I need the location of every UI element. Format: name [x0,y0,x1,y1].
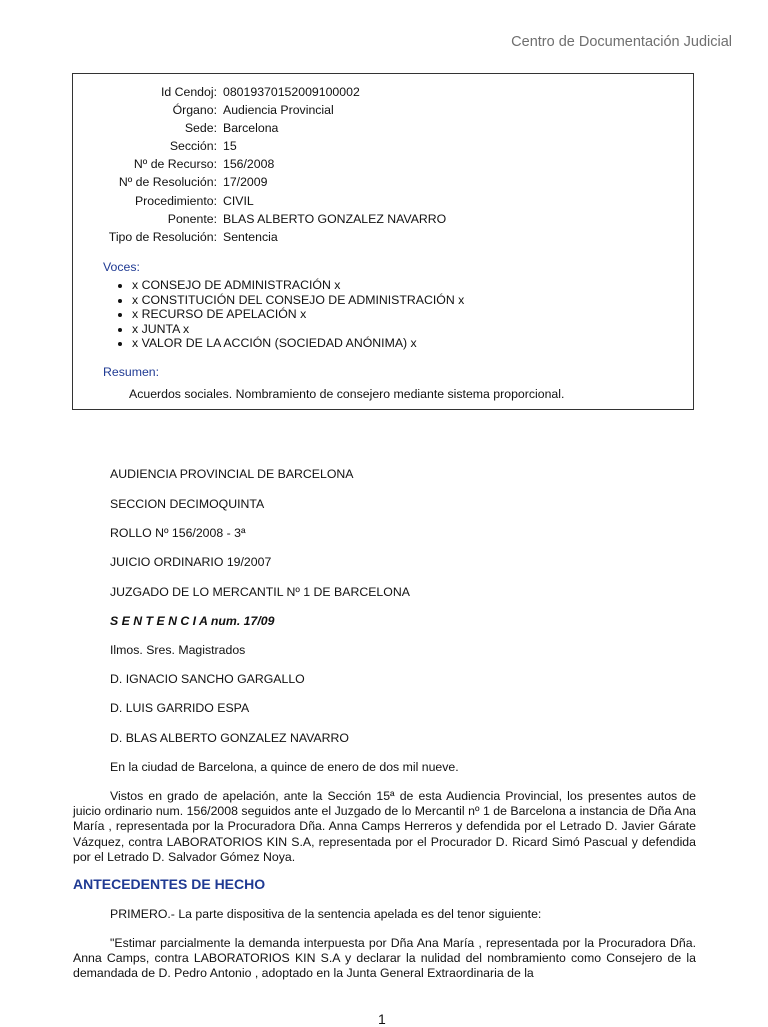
court-section: SECCION DECIMOQUINTA [110,497,265,511]
metadata-value: Sentencia [223,229,278,244]
metadata-value: CIVIL [223,193,254,208]
metadata-value: Audiencia Provincial [223,103,334,118]
metadata-row-recurso [73,155,446,173]
juicio-number: JUICIO ORDINARIO 19/2007 [110,555,272,569]
metadata-label: Nº de Recurso: [133,157,217,172]
metadata-row-resolucion [73,173,446,191]
voces-item[interactable]: • x CONSTITUCIÓN DEL CONSEJO DE ADMINISTRACIÓN x [132,293,464,308]
metadata-label: Ponente: [167,211,217,226]
metadata-label: Procedimiento: [134,193,217,208]
metadata-row-tipo-resolucion [73,228,446,246]
primero-paragraph: PRIMERO.- La parte dispositiva de la sentencia apelada es del tenor siguiente: [110,907,542,921]
metadata-row-id-cendoj [73,83,446,101]
metadata-row-seccion [73,137,446,155]
voces-item[interactable]: • x VALOR DE LA ACCIÓN (SOCIEDAD ANÓNIMA) x [132,336,464,351]
metadata-value: Barcelona [223,121,279,136]
metadata-value: 156/2008 [223,157,275,172]
juzgado-name: JUZGADO DE LO MERCANTIL Nº 1 DE BARCELONA [110,585,410,599]
page-number: 1 [378,1011,386,1027]
magistrados-label: Ilmos. Sres. Magistrados [110,643,246,657]
voces-item[interactable]: • x CONSEJO DE ADMINISTRACIÓN x [132,278,464,293]
voces-item[interactable]: • x JUNTA x [132,322,464,337]
intro-paragraph: Vistos en grado de apelación, ante la Sección 15ª de esta Audiencia Provincial, los presentes autos de juicio ordinario num. 156/2008 seguidos ante el Juzgado de lo Mercantil nº 1 de Barcelona a instancia de Dña Ana María , representada por la Procuradora Dña. Anna Camps Herreros y defendida por el Letrado D. Javier Gárate Vázquez, contra LABORATORIOS KIN S.A, representada por el Procurador D. Ricard Simó Pascual y defendida por el Letrado D. Salvador Gómez Noya. [73,789,696,864]
section-heading: ANTECEDENTES DE HECHO [73,876,266,892]
metadata-label: Sede: [184,121,217,136]
voces-item[interactable]: • x RECURSO DE APELACIÓN x [132,307,464,322]
metadata-value: BLAS ALBERTO GONZALEZ NAVARRO [223,211,447,226]
sentencia-title: S E N T E N C I A num. 17/09 [110,614,275,628]
resumen-text: Acuerdos sociales. Nombramiento de consejero mediante sistema proporcional. [129,387,565,401]
metadata-row-sede [73,119,446,137]
metadata-row-procedimiento [73,192,446,210]
voces-list [105,278,464,351]
magistrado-name: D. BLAS ALBERTO GONZALEZ NAVARRO [110,731,349,745]
court-name: AUDIENCIA PROVINCIAL DE BARCELONA [110,467,354,481]
metadata-label: Sección: [169,139,217,154]
rollo-number: ROLLO Nº 156/2008 - 3ª [110,526,246,540]
metadata-label: Tipo de Resolución: [108,229,217,244]
metadata-label: Id Cendoj: [160,85,217,99]
metadata-label: Nº de Resolución: [118,175,217,190]
metadata-value: 17/2009 [223,175,268,190]
metadata-value: 15 [223,139,237,154]
metadata-row-ponente [73,210,446,228]
voces-title: Voces: [103,260,140,274]
metadata-row-organo [73,101,446,119]
header-center-name: Centro de Documentación Judicial [511,34,732,50]
metadata-box [72,73,694,410]
metadata-label: Órgano: [172,103,217,118]
resumen-title: Resumen: [103,365,160,379]
magistrado-name: D. LUIS GARRIDO ESPA [110,701,250,715]
metadata-table [73,83,446,246]
metadata-value: 08019370152009100002 [223,85,360,99]
magistrado-name: D. IGNACIO SANCHO GARGALLO [110,672,305,686]
date-line: En la ciudad de Barcelona, a quince de enero de dos mil nueve. [110,760,459,774]
quote-paragraph: "Estimar parcialmente la demanda interpuesta por Dña Ana María , representada por la Procuradora Dña. Anna Camps, contra LABORATORIOS KIN S.A y declarar la nulidad del nombramiento como Consejero de la demandada de D. Pedro Antonio , adoptado en la Junta General Extraordinaria de la [73,936,696,981]
